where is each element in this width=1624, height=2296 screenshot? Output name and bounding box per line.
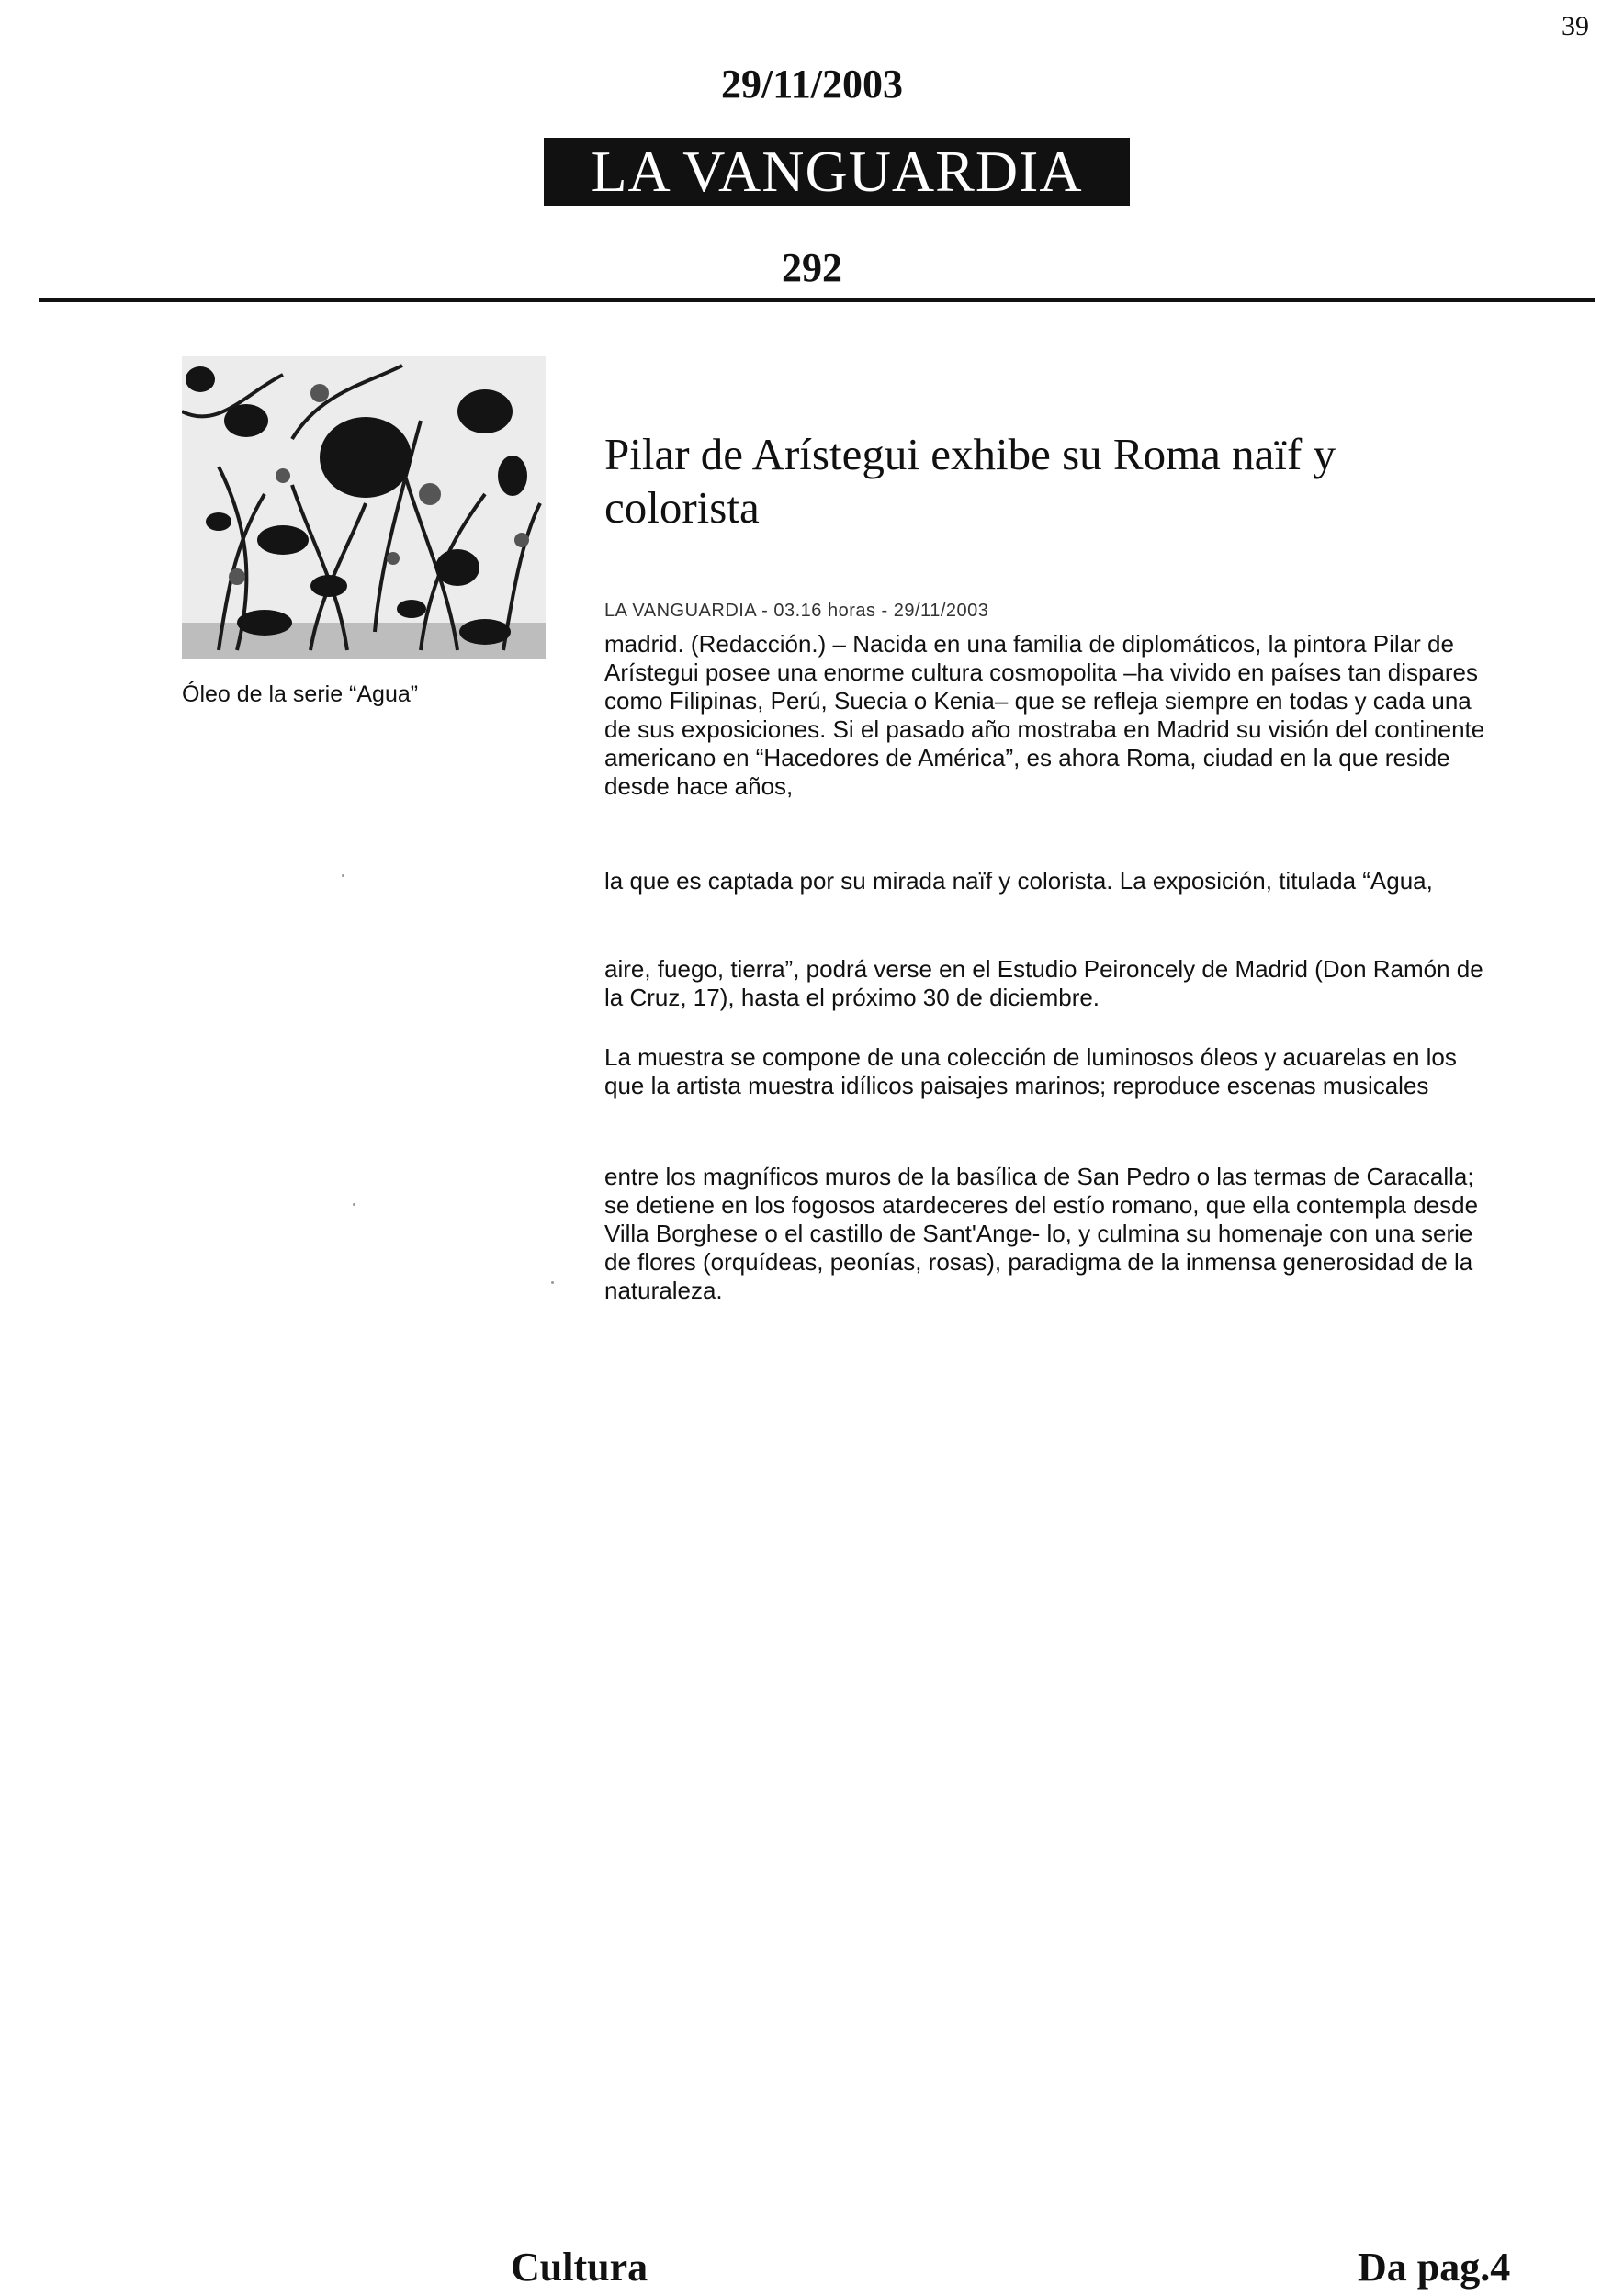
publication-logo: LA VANGUARDIA: [544, 138, 1130, 206]
header-rule: [39, 298, 1595, 302]
article-headline: Pilar de Arístegui exhibe su Roma naïf y colorista: [604, 429, 1336, 533]
scan-speck: [353, 1203, 355, 1206]
scan-speck: [551, 1281, 554, 1284]
scan-speck: [342, 874, 344, 877]
publication-date: 29/11/2003: [720, 62, 904, 107]
article-paragraph: La muestra se compone de una colección de luminosos óleos y acuarelas en los que la artista muestra idílicos paisajes marinos; reproduce escenas musicales: [604, 1043, 1457, 1099]
article-paragraph: madrid. (Redacción.) – Nacida en una familia de diplomáticos, la pintora Pilar de Arístegui posee una enorme cultura cosmopolita –ha vivido en países tan dispares como Filipinas, Perú, Suecia o Kenia– que se refleja siempre en todas y cada una de sus exposiciones. Si el pasado año mostraba en Madrid su visión del continente americano en “Hacedores de América”, es ahora Roma, ciudad en la que reside desde hace años,: [604, 630, 1485, 800]
article-paragraph: aire, fuego, tierra”, podrá verse en el Estudio Peironcely de Madrid (Don Ramón de la Cruz, 17), hasta el próximo 30 de diciembre.: [604, 955, 1483, 1011]
footer-page-reference: Da pag.4: [1358, 2245, 1511, 2290]
article-dateline: LA VANGUARDIA - 03.16 horas - 29/11/2003: [604, 601, 989, 621]
article-paragraph: entre los magníficos muros de la basílica de San Pedro o las termas de Caracalla; se detiene en los fogosos atardeceres del estío romano, que ella contempla desde Villa Borghese o el castillo de Sant'Ange- lo, y culmina su homenaje con una serie de flores (orquídeas, peonías, rosas), paradigma de la inmensa generosidad de la naturaleza.: [604, 1163, 1479, 1304]
page-number: 39: [1562, 11, 1589, 41]
photo-caption: Óleo de la serie “Agua”: [182, 681, 419, 707]
painting-image: [182, 356, 546, 659]
footer-section: Cultura: [511, 2245, 648, 2290]
article-paragraph: la que es captada por su mirada naïf y colorista. La exposición, titulada “Agua,: [604, 867, 1433, 895]
article-photo: [182, 356, 546, 659]
clip-number: 292: [782, 245, 842, 290]
